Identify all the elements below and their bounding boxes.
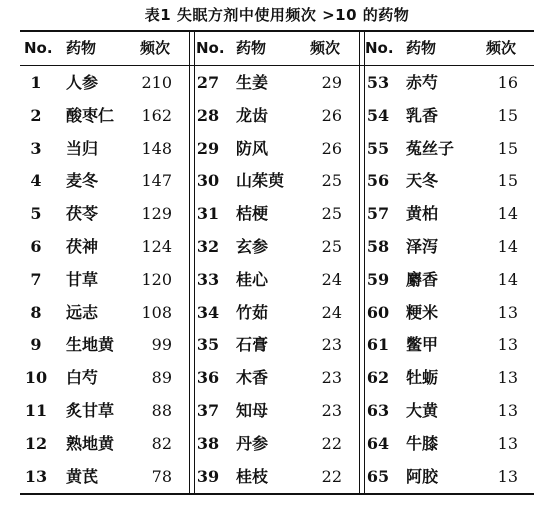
cell-no: 57 [366,204,390,224]
cell-drug: 桔梗 [236,204,269,224]
cell-drug: 知母 [236,401,269,420]
cell-no: 6 [30,237,42,256]
cell-no: 33 [196,269,220,289]
cell-frequency: 23 [321,401,342,420]
cell-frequency: 147 [141,171,172,191]
cell-no: 13 [24,466,48,486]
header-no: No. [196,39,225,57]
cell-frequency: 15 [497,171,518,191]
cell-frequency: 25 [321,237,342,256]
cell-frequency: 210 [141,73,172,92]
cell-no: 64 [366,433,390,453]
cell-frequency: 29 [321,73,342,92]
cell-drug: 茯神 [66,237,99,256]
cell-frequency: 25 [321,171,342,191]
header-no: No. [24,39,53,57]
cell-no: 9 [30,335,42,355]
header-freq: 频次 [486,39,517,57]
cell-no: 56 [366,171,390,191]
cell-no: 54 [366,105,390,125]
cell-no: 59 [366,269,390,289]
cell-frequency: 23 [321,335,342,355]
cell-frequency: 13 [497,466,518,486]
cell-drug: 黄芪 [66,466,99,486]
cell-drug: 竹茹 [236,302,269,322]
cell-drug: 远志 [66,302,99,322]
cell-frequency: 14 [497,237,518,256]
cell-drug: 丹参 [236,433,269,453]
table-row [20,296,534,329]
cell-no: 2 [30,105,42,125]
cell-no: 60 [366,302,390,322]
cell-drug: 人参 [66,73,99,92]
cell-no: 31 [196,204,220,224]
cell-drug: 黄柏 [406,204,439,224]
cell-frequency: 14 [497,269,518,289]
cell-no: 4 [30,171,42,191]
cell-drug: 甘草 [66,269,99,289]
cell-no: 65 [366,466,390,486]
cell-no: 53 [366,73,390,92]
cell-no: 29 [196,138,220,158]
cell-drug: 牡蛎 [406,368,439,388]
cell-no: 63 [366,401,390,420]
cell-frequency: 13 [497,433,518,453]
cell-no: 35 [196,335,220,355]
cell-frequency: 15 [497,105,518,125]
cell-frequency: 23 [321,368,342,388]
cell-no: 62 [366,368,390,388]
cell-drug: 木香 [236,368,269,388]
header-drug: 药物 [406,39,437,57]
cell-frequency: 26 [321,105,342,125]
cell-frequency: 129 [141,204,172,224]
table-header-row [20,32,534,65]
table-caption: 表1 失眠方剂中使用频次 >10 的药物 [144,6,410,24]
cell-no: 28 [196,105,220,125]
cell-frequency: 26 [321,138,342,158]
cell-frequency: 24 [321,269,342,289]
cell-no: 39 [196,466,220,486]
cell-frequency: 24 [321,302,342,322]
table-row [20,263,534,296]
cell-drug: 粳米 [406,302,439,322]
cell-drug: 山茱萸 [236,171,285,191]
cell-frequency: 162 [141,105,172,125]
cell-no: 34 [196,302,220,322]
cell-no: 8 [30,302,42,322]
cell-drug: 防风 [236,138,269,158]
cell-no: 36 [196,368,220,388]
cell-frequency: 89 [151,368,172,388]
table-row [20,66,534,99]
cell-frequency: 108 [141,302,172,322]
cell-frequency: 78 [151,466,172,486]
header-no: No. [365,39,394,57]
cell-drug: 玄参 [236,237,269,256]
cell-drug: 茯苓 [66,204,99,224]
cell-drug: 牛膝 [406,433,439,453]
cell-drug: 桂心 [236,269,269,289]
table-row [20,197,534,230]
cell-drug: 熟地黄 [66,433,115,453]
table-row [20,394,534,427]
cell-no: 32 [196,237,220,256]
cell-no: 55 [366,138,390,158]
cell-frequency: 82 [151,433,172,453]
cell-frequency: 25 [321,204,342,224]
cell-no: 58 [366,237,390,256]
cell-no: 5 [30,204,42,224]
table-row [20,99,534,132]
cell-drug: 鳖甲 [406,335,439,355]
cell-drug: 桂枝 [236,466,269,486]
cell-drug: 阿胶 [406,466,439,486]
cell-frequency: 22 [321,466,342,486]
cell-drug: 龙齿 [236,105,269,125]
cell-no: 27 [196,73,220,92]
cell-frequency: 148 [141,138,172,158]
cell-drug: 石膏 [236,335,269,355]
cell-no: 30 [196,171,220,191]
cell-frequency: 13 [497,335,518,355]
table-row [20,164,534,197]
table-row [20,427,534,460]
cell-frequency: 13 [497,401,518,420]
cell-no: 1 [30,73,42,92]
table-row [20,361,534,394]
cell-drug: 乳香 [406,105,439,125]
cell-drug: 泽泻 [406,237,439,256]
header-drug: 药物 [66,39,97,57]
cell-drug: 酸枣仁 [66,105,115,125]
cell-frequency: 88 [151,401,172,420]
header-freq: 频次 [310,39,341,57]
cell-no: 11 [24,401,48,420]
cell-drug: 麝香 [406,269,439,289]
cell-drug: 赤芍 [406,73,439,92]
cell-frequency: 99 [151,335,172,355]
table-row [20,460,534,493]
cell-frequency: 16 [497,73,518,92]
cell-frequency: 14 [497,204,518,224]
cell-no: 3 [30,138,42,158]
cell-drug: 大黄 [406,401,439,420]
cell-no: 38 [196,433,220,453]
header-drug: 药物 [236,39,267,57]
cell-frequency: 124 [141,237,172,256]
cell-drug: 麦冬 [66,171,99,191]
cell-frequency: 120 [141,269,172,289]
cell-no: 10 [24,368,48,388]
cell-frequency: 13 [497,302,518,322]
header-freq: 频次 [140,39,171,57]
cell-frequency: 15 [497,138,518,158]
cell-drug: 菟丝子 [406,138,455,158]
table-row [20,230,534,263]
cell-drug: 天冬 [406,171,439,191]
cell-drug: 当归 [66,138,99,158]
cell-no: 61 [366,335,390,355]
cell-drug: 炙甘草 [66,401,115,420]
cell-drug: 生姜 [236,73,269,92]
cell-frequency: 22 [321,433,342,453]
cell-no: 37 [196,401,220,420]
cell-no: 7 [30,269,42,289]
cell-drug: 白芍 [66,368,99,388]
table-bottom-rule [20,493,534,495]
table-row [20,132,534,165]
cell-no: 12 [24,433,48,453]
cell-drug: 生地黄 [66,335,115,355]
table-row [20,328,534,361]
cell-frequency: 13 [497,368,518,388]
